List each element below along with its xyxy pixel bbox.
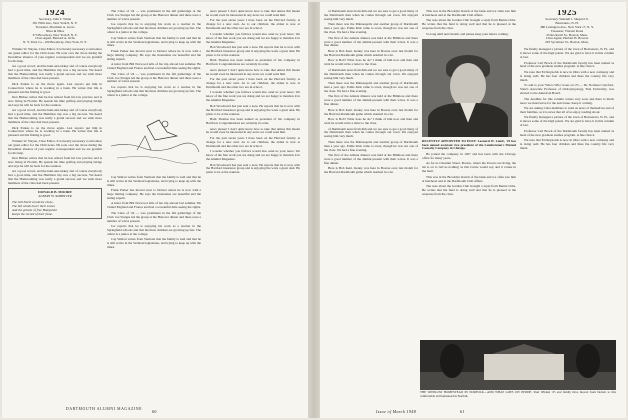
- body-paragraph: Here is Bob Kent. Kenny was here in Boston once last month for the Harvard-Dartmouth game which resulted in a tie.: [324, 107, 418, 116]
- officer-line: Class Agent, Bernard A. Ochs: [35, 36, 75, 41]
- body-paragraph: Frank Parker has moved west to Denver where he is now with a large mining company. He says the mountains are beautiful and the skiing superb.: [107, 48, 201, 61]
- body-paragraph: I wonder whether you fellows would also send us your news. We know of the fine work you are doing and we are happy to mention it in the Alumni Magazine.: [206, 149, 300, 162]
- left-column-2: [107, 10, 201, 252]
- class-officers-1924: [8, 18, 102, 45]
- body-paragraph: The note about the Garden Club brought a reply from Bernie Ochs. He writes that the fund is doing well and that he is pleased at the response from the class.: [422, 184, 516, 196]
- body-paragraph: A letter from Bill Norwood tells of his trip abroad last summer. He visited England and France and had a wonderful time seeing the sights.: [107, 62, 201, 71]
- body-paragraph: news please! I don't quite know how to take that unless Jim meant he would even be interested in any news we could send him.: [206, 126, 300, 135]
- body-paragraph: news please! I don't quite know how to take that unless Jim meant he would even be interested in any news we could send him.: [206, 67, 300, 76]
- body-paragraph: Joe reports that he is enjoying his work as a teacher in the Springfield schools and that his three children are growing up fast. The oldest is a junior at the college.: [107, 224, 201, 236]
- body-paragraph: We finally managed a picture of the town of Benvenuto, N. H., and it shows some of the high points. We are glad to have it in this column at last.: [520, 115, 614, 128]
- homestead-caption: THE WINSLOW HOMESTEAD IN NORFOLK—AND WHAT GOES ON INSIDE: Paul Whalen '25 and family have moved from Detroit to this comfortable old homestead in Norfolk.: [420, 390, 616, 398]
- officer-line: Niles & Niles: [45, 28, 65, 33]
- body-paragraph: Professor Carl Brock of the Dartmouth faculty has been named as head of the new graduate studies program. A fine choice.: [520, 128, 614, 137]
- body-paragraph: As for us Chestnut Street, Boston, where the Powers are living, the bet is on to 'tell us nothing' as Jim Currie would say, and it comes in the mail.: [422, 161, 516, 174]
- body-paragraph: I wonder whether you fellows would also send us your news. We know of the fine work you are doing and we are happy to mention it in the Alumni Magazine.: [206, 90, 300, 103]
- body-paragraph: Joe reports that he is enjoying his work as a teacher in the Springfield schools and that his three children are growing up fast. The oldest is a junior at the college.: [107, 84, 201, 97]
- body-paragraph: Dick Parkes is on the move again. Last reports put him in Connecticut where he is working in a bank. He writes that life is pleasant and the fishing is good.: [8, 81, 102, 94]
- body-paragraph: Cap Walton writes from Vermont that the family is well and that he is still active in the Vermont legislature, and trying to keep up with the times.: [107, 174, 201, 187]
- officer-line: Benvenuto, N. H.: [555, 20, 579, 25]
- right-column-2: [422, 10, 516, 198]
- body-paragraph: We are asking Class members to send us news of themselves and of their families, as it is news that all of us enjoy reading about.: [520, 106, 614, 114]
- body-paragraph: Then there was the Minneapolis and another group of Dartmouth men a year ago. Eddie Kirk came to town, though he was not one of the class. We had a fine evening.: [324, 22, 418, 35]
- body-paragraph: We note that Ed Reynolds is now in Ohio with a new company and is doing well. He has four children and likes the country life very much.: [520, 69, 614, 82]
- body-paragraph: The first of the Atlanta dinners was held at the Biltmore and there were a good number of the alumni present with their wives. It was a fine dinner.: [324, 94, 418, 107]
- body-paragraph: Then there was the Minneapolis and another group of Dartmouth men a year ago. Eddie Kirk came to town, though he was not one of the class. We had a fine evening.: [324, 139, 418, 152]
- officer-line: Secretary, John T. White: [38, 16, 72, 21]
- officer-line: Treasurer, Vincent Rossi: [550, 28, 584, 33]
- body-paragraph: Here is Bob Kent. Kenny was here in Boston once last month for the Harvard-Dartmouth game which resulted in a tie.: [324, 166, 418, 175]
- body-paragraph: Professor Carl Brock of the Dartmouth faculty has been named as head of the new graduate studies program. A fine choice.: [520, 60, 614, 69]
- body-paragraph: For the past seven years I have been on the Harvard faculty. A change for a new start. As to our children, the eldest is now at Dartmouth and the other two are in school.: [206, 18, 300, 31]
- body-paragraph: of Dartmouth news from him and we are sure to get a good many of the Dartmouth men when he comes through our town. We enjoyed seeing him very much.: [324, 126, 418, 139]
- body-paragraph: Bob Woodward has just sent a note. He reports that he is now with the Hartford insurance group and is enjoying the work a great deal. He plans to be at the reunion.: [206, 45, 300, 57]
- body-paragraph: We note that Ed Reynolds is now in Ohio with a new company and is doing well. He has four children and likes the country life very much.: [520, 138, 614, 150]
- body-paragraph: not a good crowd, and the ham-and-turkey and of course everybody had a good time, and the Hamilton trip was a big success. We heard that the Homecoming was really a grand success and we wish more members of the class had been present.: [8, 64, 102, 81]
- poem-line: The hill winds lower their snows: [12, 203, 55, 208]
- body-paragraph: Ham Thomas has been named as president of his company in Hartford. Congratulations are certainly in order.: [206, 117, 300, 125]
- year-heading-1924: 1924: [45, 10, 65, 17]
- body-paragraph: For the past seven years I have been on the Harvard faculty. A change for a new start. As to our children, the eldest is now at Dartmouth and the other two are in school.: [206, 77, 300, 89]
- body-paragraph: He joined the company in 1927 and has been with the Chicago office for many years.: [422, 151, 516, 160]
- body-paragraph: not a good crowd, and the ham-and-turkey and of course everybody had a good time, and the Hamilton trip was a big success. We heard that the Homecoming was really a grand success and we wish more members of the class had been present.: [8, 108, 102, 125]
- class-officers-1925: [520, 18, 614, 45]
- poem-line: Keeps the record of their fame.: [12, 211, 53, 216]
- body-paragraph: Cap Walton writes from Vermont that the family is well and that he is still active in the Vermont legislature, and trying to keep up with the times.: [107, 35, 201, 48]
- body-paragraph: The first of the Atlanta dinners was held at the Biltmore and there were a good number of the alumni present with their wives. It was a fine dinner.: [324, 153, 418, 165]
- officer-line: 375 Broadway, New York 8, N. Y.: [32, 32, 78, 37]
- officer-line: Class Agent, Herbert H. Bowers: [545, 36, 589, 41]
- body-paragraph: How is Bob? What does he do? I think of him now and then and wish he would write a letter to the class.: [324, 58, 418, 67]
- homestead-photo: [420, 340, 616, 390]
- body-paragraph: not a good crowd, and the ham-and-turkey and of course everybody had a good time, and the Hamilton trip was a big success. We heard that the Homecoming was really a grand success and we wish more members of the class had been present.: [8, 169, 102, 186]
- body-paragraph: news please! I don't quite know how to take that unless Jim meant he would even be interested in any news we could send him.: [206, 10, 300, 17]
- left-page: [2, 2, 308, 418]
- officer-line: 203 Sycamore St., Boston, Mass.: [545, 40, 589, 45]
- body-paragraph: Bob Woodward has just sent a note. He reports that he is now with the Hartford insurance group and is enjoying the work a great deal. He plans to be at the reunion.: [206, 103, 300, 116]
- portrait-caption: RECENTLY APPOINTED TO POST: Leonard W. Lamb, '25 has been named assistant vice president of the Lumbermen's Mutual Casualty Company in Chicago.: [422, 138, 516, 151]
- right-page-number: 61: [460, 409, 465, 414]
- right-column-3: [520, 10, 614, 336]
- body-paragraph: The Class of '24 — was prominent in the fall gatherings of the Club. Joe Sturges led the group at the Hanover dinner and there were a number of wives present.: [107, 210, 201, 223]
- body-paragraph: This was in the Brooklyn branch of the bank and we often saw him at luncheon and at the Dartmouth Club affairs.: [422, 174, 516, 183]
- body-paragraph: Joe reports that he is enjoying his work as a teacher in the Springfield schools and that his three children are growing up fast. The oldest is a junior at the college.: [107, 22, 201, 35]
- body-paragraph: The note about the Garden Club brought a reply from Bernie Ochs. He writes that the fund is doing well and that he is pleased at the response from the class.: [422, 18, 516, 31]
- memorial-poem: [12, 201, 98, 217]
- memorial-name: DONALD B. MOORE: [38, 190, 72, 194]
- body-paragraph: of Dartmouth news from him and we are sure to get a good many of the Dartmouth men when he comes through our town. We enjoyed seeing him very much.: [324, 67, 418, 80]
- body-paragraph: The deadline for this column comes very soon and there is much news we must leave for the next issue. Keep it coming.: [520, 96, 614, 105]
- body-paragraph: The first of the Atlanta dinners was held at the Biltmore and there were a good number of the alumni present with their wives. It was a fine dinner.: [324, 35, 418, 48]
- body-paragraph: Cap Walton writes from Vermont that the family is well and that he is still active in the Vermont legislature, and trying to keep up with the times.: [107, 237, 201, 250]
- body-paragraph: I wonder whether you fellows would also send us your news. We know of the fine work you are doing and we are happy to mention it in the Alumni Magazine.: [206, 31, 300, 44]
- body-paragraph: Then there was the Minneapolis and another group of Dartmouth men a year ago. Eddie Kirk came to town, though he was not one of the class. We had a fine evening.: [324, 81, 418, 93]
- body-paragraph: The Class of '24 — was prominent in the fall gatherings of the Club. Joe Sturges led the group at the Hanover dinner and there were a number of wives present.: [107, 10, 201, 21]
- magazine-title-footer: DARTMOUTH ALUMNI MAGAZINE: [66, 407, 143, 411]
- memorial-author: ALBERT W. ROBINVER: [38, 193, 72, 198]
- officer-line: 301 Fifth Ave., New York 8, N. Y.: [32, 20, 78, 25]
- officer-line: Secretary, Wendell J. Shepard Jr.: [545, 16, 589, 21]
- body-paragraph: Here is Bob Kent. Kenny was here in Boston once last month for the Harvard-Dartmouth game which resulted in a tie.: [324, 48, 418, 57]
- officer-line: N. Y. Trust Co., 100 Broadway, New York, N. Y.: [23, 40, 87, 45]
- left-column-1: [8, 10, 102, 219]
- left-column-3: [206, 10, 300, 177]
- body-paragraph: To add to your 'Who's Who' notes on '25 — Dr. Norman Crawford, State's Associate Professor of Otolaryngology, Yale University, was elected to the American Board.: [520, 83, 614, 96]
- left-page-number: 60: [152, 409, 157, 414]
- officer-line: 45 Rockwell St., Boston, Mass.: [546, 32, 588, 37]
- body-paragraph: We finally managed a picture of the town of Benvenuto, N. H., and it shows some of the high points. We are glad to have it in this column at last.: [520, 47, 614, 60]
- body-paragraph: Wrinnie W. Wayne, Class Editor. It is hereby necessary to introduce our guest editor for the 1924 notes. He took over the chore during the December absence of your regular correspondent and we are grateful for his help.: [8, 138, 102, 155]
- right-column-1: [324, 10, 418, 177]
- body-paragraph: Wrinnie W. Wayne, Class Editor. It is hereby necessary to introduce our guest editor for the 1924 notes. He took over the chore during the December absence of your regular correspondent and we are grateful for his help.: [8, 47, 102, 63]
- body-paragraph: This was in the Brooklyn branch of the bank and we often saw him at luncheon and at the Dartmouth Club affairs.: [422, 10, 516, 17]
- body-paragraph: of Dartmouth news from him and we are sure to get a good many of the Dartmouth men when he comes through our town. We enjoyed seeing him very much.: [324, 10, 418, 21]
- body-paragraph: Dick Parkes is on the move again. Last reports put him in Connecticut where he is working in a bank. He writes that life is pleasant and the fishing is good.: [8, 125, 102, 138]
- body-paragraph: Frank Parker has moved west to Denver where he is now with a large mining company. He says the mountains are beautiful and the skiing superb.: [107, 188, 201, 200]
- body-paragraph: How is Bob? What does he do? I think of him now and then and wish he would write a letter to the class.: [324, 117, 418, 125]
- body-paragraph: Ham Thomas has been named as president of his company in Hartford. Congratulations are certainly in order.: [206, 58, 300, 67]
- body-paragraph: Bob Woodward has just sent a note. He reports that he is now with the Hartford insurance group and is enjoying the work a great deal. He plans to be at the reunion.: [206, 162, 300, 175]
- body-paragraph: So long until next month, and please keep your letters coming.: [426, 31, 509, 36]
- body-paragraph: The Class of '24 — was prominent in the fall gatherings of the Club. Joe Sturges led the group at the Hanover dinner and there were a number of wives present.: [107, 71, 201, 84]
- body-paragraph: Don Bisbee writes that he has retired from his law practice and is now living in Florida. He spends his time golfing and playing bridge and says he will be back for the reunion.: [8, 156, 102, 168]
- body-paragraph: Don Bisbee writes that he has retired from his law practice and is now living in Florida. He spends his time golfing and playing bridge and says he will be back for the reunion.: [8, 95, 102, 107]
- spread-gutter: [308, 2, 320, 418]
- beach-sketch-illustration: [107, 106, 201, 170]
- body-paragraph: For the past seven years I have been on the Harvard faculty. A change for a new start. As to our children, the eldest is now at Dartmouth and the other two are in school.: [206, 135, 300, 148]
- issue-date-footer: Issue of March 1948: [376, 409, 417, 414]
- memorial-box: [8, 188, 102, 219]
- officer-line: 480 Lexington Ave., New York 17, N. Y.: [540, 24, 594, 29]
- year-heading-1925: 1925: [557, 10, 577, 17]
- portrait-photo: [422, 39, 512, 137]
- poem-line: And the greater of free Hampshire: [12, 207, 58, 212]
- body-paragraph: A letter from Bill Norwood tells of his trip abroad last summer. He visited England and France and had a wonderful time seeing the sights.: [107, 201, 201, 210]
- poem-line: The still North countries chose,: [12, 199, 54, 204]
- officer-line: Treasurer, Mortimer A. Gross: [35, 24, 75, 29]
